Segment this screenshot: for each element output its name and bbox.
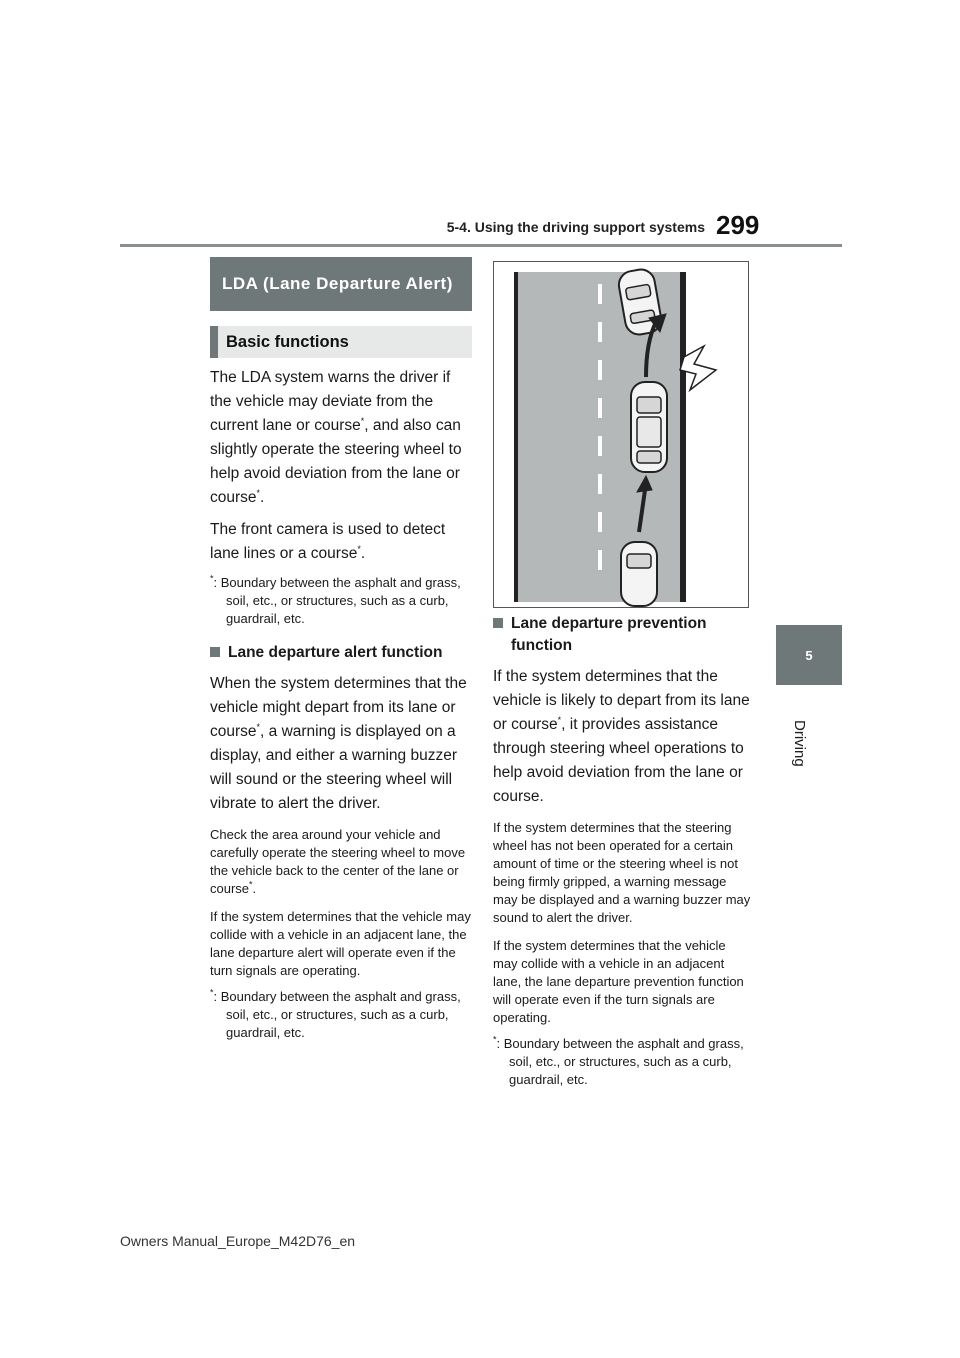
alert-paragraph-3: If the system determines that the vehicle may collide with a vehicle in an adjacent lane, the lane departure alert will operate even if the turn signals are operating. [210, 909, 471, 978]
footnote-mark: * [256, 487, 261, 498]
alert-paragraph-1 [210, 672, 472, 816]
footnote-3 [493, 1035, 751, 1089]
footnote-mark: * [357, 543, 361, 554]
prevention-paragraph-3: If the system determines that the vehicle may collide with a vehicle in an adjacent lane, the lane departure prevention function will operate even if the turn signals are operating. [493, 938, 744, 1025]
footnote-1-text: : Boundary between the asphalt and grass, soil, etc., or structures, such as a curb, guardrail, etc. [213, 575, 461, 626]
prevention-function-heading [493, 613, 751, 657]
prevention-text-1b: , it provides assistance through steering wheel operations to help avoid deviation from the lane or course. [493, 716, 744, 805]
header-section-title: 5-4. Using the driving support systems [446, 219, 705, 235]
footnote-mark: * [493, 1034, 497, 1045]
section-banner: LDA (Lane Departure Alert) [210, 257, 472, 311]
alert-text-1b: , a warning is displayed on a display, and either a warning buzzer will sound or the steering wheel will vibrate to alert the driver. [210, 723, 457, 812]
footnote-mark: * [360, 415, 365, 426]
camera-paragraph [210, 518, 472, 566]
footnote-mark: * [256, 721, 261, 732]
prevention-paragraph-1 [493, 665, 751, 809]
footnote-1 [210, 574, 472, 628]
footnote-mark: * [557, 714, 562, 725]
chapter-tab-number[interactable]: 5 [776, 625, 842, 685]
prevention-paragraph-2: If the system determines that the steering wheel has not been operated for a certain amount of time or the steering wheel is not being firmly gripped, a warning message may be displayed and a warning buzzer may sound to alert the driver. [493, 820, 751, 925]
alert-text-2b: . [252, 881, 257, 896]
square-bullet-icon [493, 618, 503, 628]
right-column [493, 613, 751, 1089]
page-number: 299 [716, 210, 760, 240]
car-bottom [621, 542, 657, 606]
square-bullet-icon [210, 647, 220, 657]
header-divider [120, 244, 842, 247]
footnote-3-text: : Boundary between the asphalt and grass, soil, etc., or structures, such as a curb, guardrail, etc. [496, 1036, 744, 1087]
intro-text-2: , and also can slightly operate the steering wheel to help avoid deviation from the lane or course [210, 417, 462, 506]
prevention-text-1a: If the system determines that the vehicle is likely to depart from its lane or course [493, 668, 750, 733]
subsection-heading: Basic functions [210, 326, 472, 358]
alert-text-1a: When the system determines that the vehicle might depart from its lane or course [210, 675, 467, 740]
chapter-tab-label: Driving [791, 720, 808, 767]
camera-text-2: . [360, 545, 366, 562]
lane-departure-figure [493, 261, 749, 608]
alert-function-heading [210, 642, 472, 664]
car-middle [631, 382, 667, 472]
alert-paragraph-2 [210, 826, 472, 898]
footnote-mark: * [210, 987, 214, 998]
footnote-mark: * [249, 879, 253, 890]
left-road-edge [514, 272, 518, 602]
footnote-mark: * [210, 573, 214, 584]
footer-text: Owners Manual_Europe_M42D76_en [120, 1233, 356, 1249]
alert-heading-text: Lane departure alert function [228, 644, 443, 661]
left-column [210, 257, 472, 1042]
prevention-heading-text: Lane departure prevention function [511, 615, 707, 654]
intro-paragraph [210, 366, 472, 510]
camera-text-1: The front camera is used to detect lane lines or a course [210, 521, 446, 562]
lane-departure-illustration [494, 262, 748, 607]
right-road-edge [680, 272, 686, 602]
intro-text-1: The LDA system warns the driver if the vehicle may deviate from the current lane or course [210, 369, 451, 434]
footnote-2 [210, 988, 472, 1042]
alert-text-2a: Check the area around your vehicle and carefully operate the steering wheel to move the vehicle back to the center of the lane or course [210, 827, 466, 896]
footnote-2-text: : Boundary between the asphalt and grass, soil, etc., or structures, such as a curb, guardrail, etc. [213, 989, 461, 1040]
intro-text-3: . [260, 489, 265, 506]
